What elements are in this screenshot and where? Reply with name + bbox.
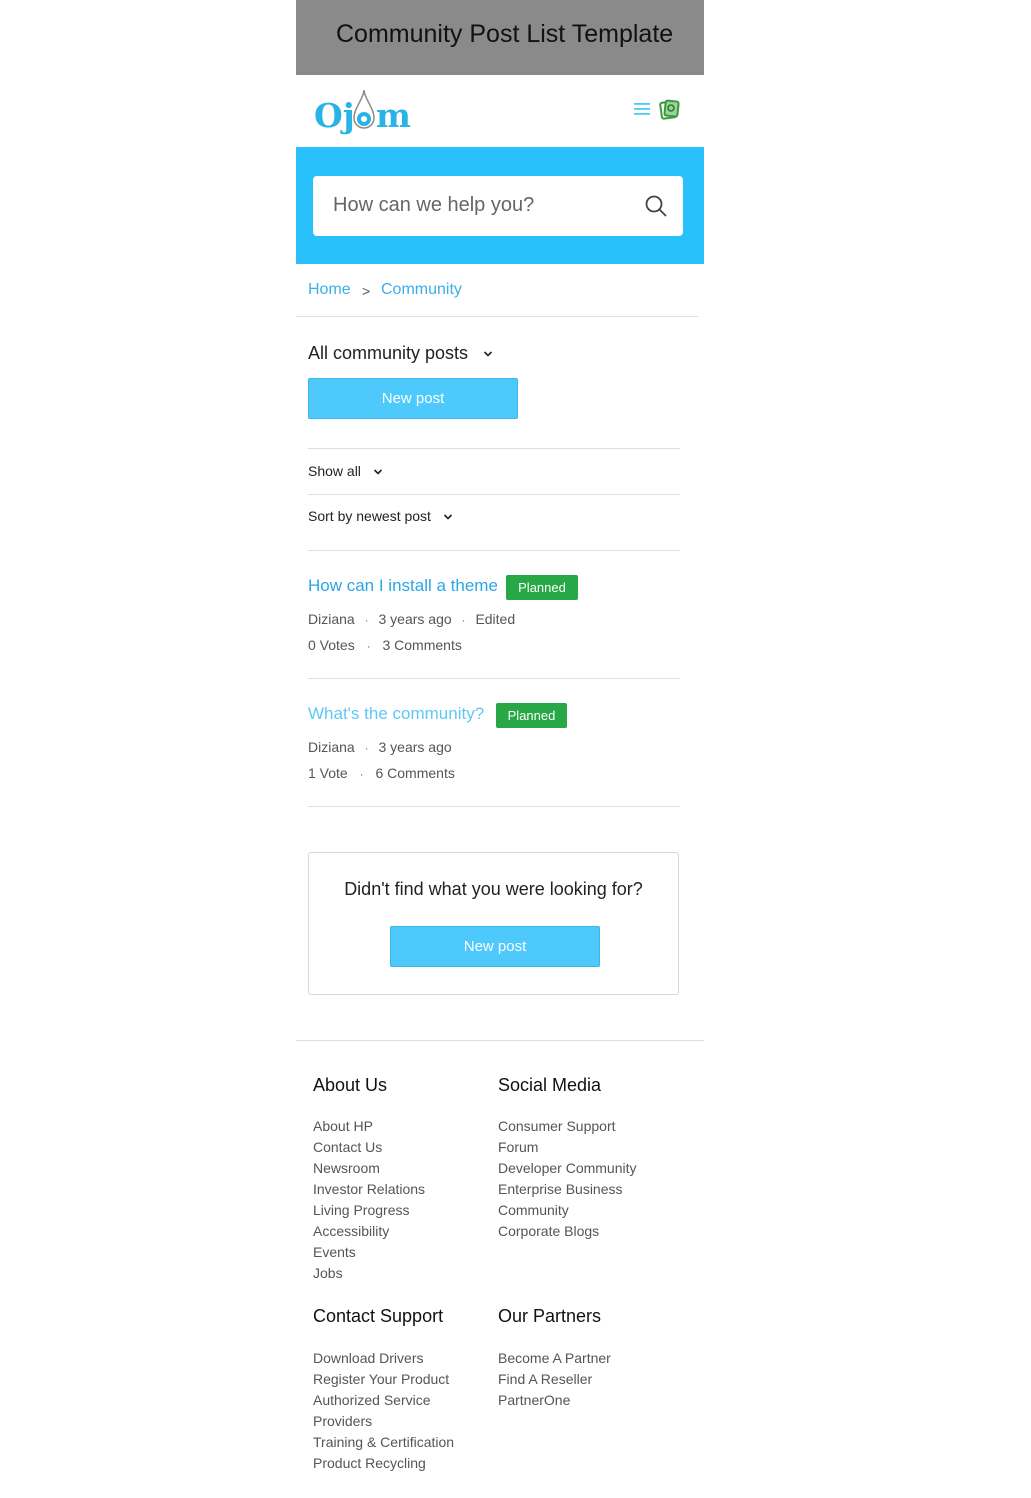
- footer-divider: [296, 1040, 704, 1041]
- footer-link[interactable]: Accessibility: [313, 1223, 390, 1239]
- post-votes: 1 Vote: [308, 765, 348, 781]
- breadcrumb-community[interactable]: Community: [381, 281, 462, 298]
- divider: [308, 806, 680, 807]
- post-votes: 0 Votes: [308, 637, 355, 653]
- post-author[interactable]: Diziana: [308, 611, 355, 627]
- footer-heading-support: Contact Support: [313, 1306, 444, 1326]
- footer-list-support: [313, 1348, 454, 1474]
- community-filter-dropdown[interactable]: [308, 343, 493, 364]
- post-edited: Edited: [475, 611, 516, 627]
- search-icon[interactable]: [645, 195, 667, 217]
- search-input[interactable]: [313, 176, 683, 236]
- footer-link[interactable]: Product Recycling: [313, 1455, 426, 1471]
- footer-link[interactable]: PartnerOne: [498, 1392, 571, 1408]
- new-post-label: New post: [463, 938, 527, 955]
- divider: [296, 316, 698, 317]
- new-post-button[interactable]: [308, 378, 518, 419]
- footer-link[interactable]: Community: [498, 1202, 569, 1218]
- footer-link[interactable]: About HP: [313, 1118, 373, 1134]
- post-title-link[interactable]: How can I install a theme: [308, 576, 498, 595]
- divider: [308, 678, 680, 679]
- new-post-button[interactable]: [390, 926, 600, 967]
- meta-separator: ·: [364, 741, 369, 755]
- footer-link[interactable]: Download Drivers: [313, 1350, 424, 1366]
- logo-drop-icon: [350, 88, 378, 134]
- sort-label: Sort by newest post: [308, 508, 431, 524]
- post-time: 3 years ago: [378, 739, 452, 755]
- status-badge: Planned: [506, 575, 578, 600]
- hamburger-menu-icon[interactable]: [634, 102, 650, 116]
- footer-link[interactable]: Events: [313, 1244, 356, 1260]
- post-meta: [308, 739, 452, 755]
- footer-link[interactable]: Training & Certification: [313, 1434, 455, 1450]
- footer-link[interactable]: Consumer Support: [498, 1118, 616, 1134]
- footer-list-partners: [498, 1348, 611, 1411]
- template-banner: [296, 0, 704, 75]
- meta-separator: ·: [366, 639, 371, 653]
- post-author[interactable]: Diziana: [308, 739, 355, 755]
- breadcrumb-separator: >: [362, 283, 371, 299]
- breadcrumb-home[interactable]: Home: [308, 281, 351, 298]
- logo-text-right: m: [376, 96, 411, 135]
- footer-link[interactable]: Jobs: [313, 1265, 343, 1281]
- mobile-page: [296, 0, 704, 1498]
- help-card-text: Didn't find what you were looking for?: [344, 879, 643, 899]
- chevron-down-icon: [373, 468, 383, 476]
- footer-link[interactable]: Become A Partner: [498, 1350, 611, 1366]
- chevron-down-icon: [443, 513, 453, 521]
- search-hero: [296, 147, 704, 264]
- help-card: [308, 852, 679, 995]
- footer-list-about: [313, 1116, 425, 1284]
- show-all-dropdown[interactable]: [308, 463, 383, 479]
- post-meta: [308, 611, 515, 627]
- post-title-link[interactable]: What's the community?: [308, 704, 485, 723]
- footer-link[interactable]: Providers: [313, 1413, 373, 1429]
- post-stats: [308, 765, 455, 781]
- post-comments[interactable]: 3 Comments: [382, 637, 462, 653]
- footer-heading-about: About Us: [313, 1075, 388, 1095]
- post-comments[interactable]: 6 Comments: [375, 765, 455, 781]
- footer-heading-partners: Our Partners: [498, 1306, 602, 1326]
- banner-title: Community Post List Template: [336, 20, 674, 48]
- chevron-down-icon: [483, 350, 493, 358]
- logo[interactable]: [314, 86, 414, 138]
- post-stats: [308, 637, 462, 653]
- status-badge: Planned: [496, 703, 567, 728]
- logo-text-left: Oj: [314, 96, 355, 135]
- footer-link[interactable]: Developer Community: [498, 1160, 637, 1176]
- footer-link[interactable]: Living Progress: [313, 1202, 410, 1218]
- meta-separator: ·: [364, 613, 369, 627]
- meta-separator: ·: [461, 613, 466, 627]
- divider: [308, 550, 680, 551]
- divider: [308, 448, 680, 449]
- footer-heading-social: Social Media: [498, 1075, 602, 1095]
- meta-separator: ·: [359, 767, 364, 781]
- sort-dropdown[interactable]: [308, 508, 453, 524]
- search-placeholder: How can we help you?: [333, 194, 535, 216]
- footer-link[interactable]: Newsroom: [313, 1160, 380, 1176]
- divider: [308, 494, 680, 495]
- footer-link[interactable]: Contact Us: [313, 1139, 383, 1155]
- post-time: 3 years ago: [378, 611, 452, 627]
- footer-link[interactable]: Enterprise Business: [498, 1181, 623, 1197]
- footer-link[interactable]: Corporate Blogs: [498, 1223, 600, 1239]
- footer-link[interactable]: Investor Relations: [313, 1181, 426, 1197]
- gift-icon[interactable]: [658, 98, 682, 122]
- new-post-label: New post: [381, 390, 445, 407]
- footer-link[interactable]: Register Your Product: [313, 1371, 450, 1387]
- filter-title: All community posts: [308, 343, 469, 363]
- show-all-label: Show all: [308, 463, 361, 479]
- footer-list-social: [498, 1116, 637, 1242]
- footer-link[interactable]: Authorized Service: [313, 1392, 431, 1408]
- footer-link[interactable]: Forum: [498, 1139, 539, 1155]
- footer-link[interactable]: Find A Reseller: [498, 1371, 593, 1387]
